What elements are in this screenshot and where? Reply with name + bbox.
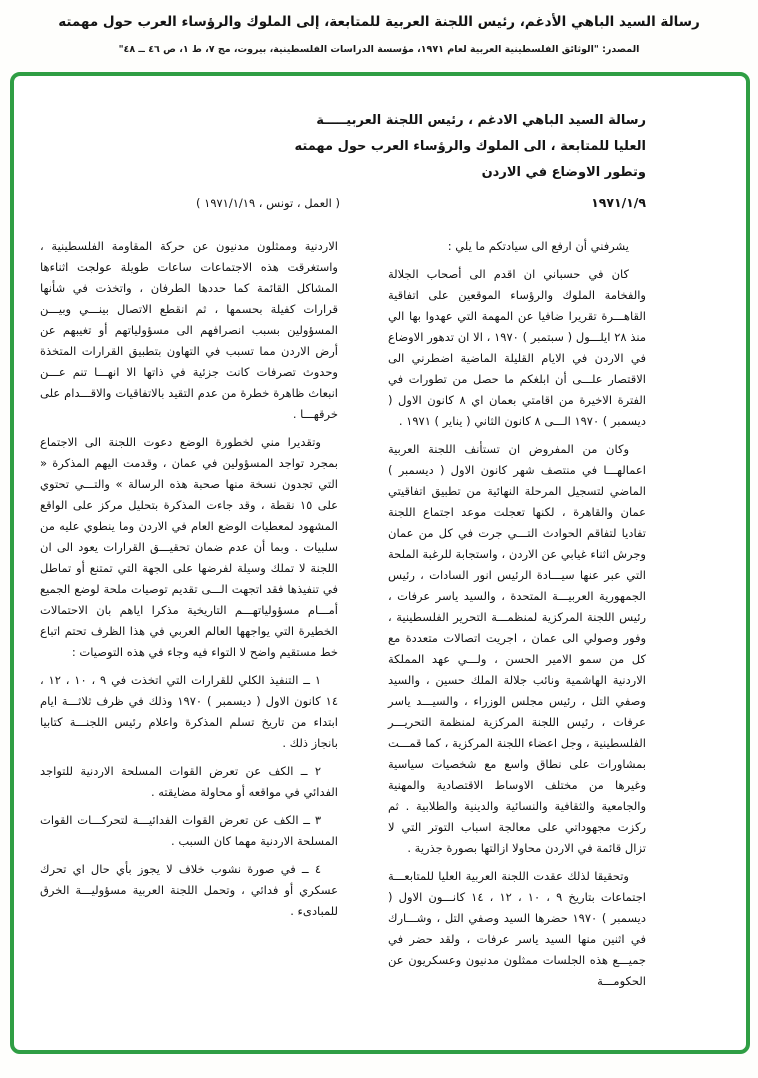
paragraph: يشرفني أن ارفع الى سيادتكم ما يلي : (447, 239, 629, 253)
paragraph: ٤ ــ في صورة نشوب خلاف لا يجوز بأي حال اي تحرك عسكري أو فدائي ، وتحمل اللجنة العربية مسؤوليـــة الخرق للمبادىء . (40, 862, 338, 918)
paragraph: ٣ ــ الكف عن تعرض القوات الفدائيـــة لتحركـــات القوات المسلحة الاردنية مهما كان السبب . (40, 813, 338, 848)
heading-line-3: وتطور الاوضاع في الاردن (481, 165, 646, 180)
paragraph: الاردنية وممثلون مدنيون عن حركة المقاومة الفلسطينية ، واستغرقت هذه الاجتماعات ساعات طويلة عولجت اثناءها المشاكل القائمة كما حددها الطرفان ، واتخذت في شأنها قرارات كفيلة بحسمها ، ثم انقطع الاتصال بينـــي وبيـــن المسؤولين بسبب انصرافهم الى مسؤولياتهم أو تغيبهم عن أرض الاردن مما تسبب في التهاون بتطبيق القرارات المتخذة وحدوث تصرفات كانت جزئية في ذاتها الا انهـــا تنم عـــن انبعاث ظاهرة خطرة من عدم التقيد بالاتفاقيات والاقـــدام على خرقهـــا . (40, 239, 338, 421)
publication-reference: ( العمل ، تونس ، ١٩٧١/١/١٩ ) (196, 196, 340, 210)
paragraph: وتقديرا مني لخطورة الوضع دعوت اللجنة الى الاجتماع بمجرد تواجد المسؤولين في عمان ، وقدمت اليهم المذكرة « التي تجدون نسخة منها صحبة هذه الرسالة » والتـــي تحتوي على ١٥ نقطة ، وقد جاءت المذكرة بتحليل مركز على الواقع المشهود لمعطيات الوضع العام في الاردن وما ينطوي عليه من سلبيات . وبما أن عدم ضمان تحقيـــق القرارات يعود الى ان اللجنة لا تملك وسيلة لفرضها على الجهة التي تمتنع أو تماطل في تنفيذها فقد اتجهت الـــى تقديم توصيات ملحة لوضع الجميع أمـــام مسؤولياتهـــم التاريخية مذكرا اياهم بان الاحتمالات الخطيرة التي يواجهها العالم العربي في هذا الظرف تحتم اتباع خط مستقيم واضح لا التواء فيه وجاء في هذه التوصيات : (40, 435, 338, 659)
column-left (40, 236, 338, 999)
document-scan (14, 76, 746, 999)
paragraph: وكان من المفروض ان تستأنف اللجنة العربية اعمالهـــا في منتصف شهر كانون الاول ( ديسمبر ) الماضي لتسجيل المرحلة النهائية من تطبيق اتفاقيتي عمان والقاهرة ، لكنها تعجلت موعد اجتماع اللجنة تفاديا لتفاقم الحوادث التـــي جرت في كل من عمان وجرش اثناء غيابي عن الاردن ، واستجابة للرغبة الملحة التي عبر عنها سيـــادة الرئيس انور السادات ، رئيس الجمهورية العربيـــة المتحدة ، والسيد ياسر عرفات ، رئيس اللجنة المركزية لمنظمـــة التحرير الفلسطينية ، وفور وصولي الى عمان ، اجريت اتصالات متعددة مع كل من سمو الامير الحسن ، ولـــي عهد المملكة الاردنية الهاشمية ونائب جلالة الملك حسين ، والسيد وصفي التل ، رئيس مجلس الوزراء ، والسيـــد ياسر عرفات ، رئيس اللجنة المركزية لمنظمة التحريـــر الفلسطينية ، وجل اعضاء اللجنة المركزية ، كما قمـــت بمشاورات على نطاق واسع مع شخصيات سياسية وغيرها من مختلف الاوساط الاقتصادية والمهنية والجامعية والثقافية والنسائية والدينية والطلابية . ثم ركزت مجهوداتي على معالجة اسباب التوتر التي لا تزال قائمة في الاردن محاولا ازالتها بصورة جذرية . (388, 442, 646, 855)
heading-line-2: العليا للمتابعة ، الى الملوك والرؤساء العرب حول مهمته (294, 139, 646, 154)
paragraph: ١ ــ التنفيذ الكلي للقرارات التي اتخذت في ٩ ، ١٠ ، ١٢ ، ١٤ كانون الاول ( ديسمبر ) ١٩٧٠ وذلك في ظرف ثلاثـــة ايام ابتداء من تاريخ تسلم المذكرة واعلام رئيس اللجنـــة كتابيا بانجاز ذلك . (40, 673, 338, 750)
document-heading (36, 108, 646, 186)
text-columns (36, 236, 646, 999)
paragraph: ٢ ــ الكف عن تعرض القوات المسلحة الاردنية للتواجد الفدائي في مواقعه أو محاولة مضايقته . (40, 764, 338, 799)
page-title: رسالة السيد الباهي الأدغم، رئيس اللجنة العربية للمتابعة، إلى الملوك والرؤساء العرب حول مهمته (58, 14, 700, 30)
column-right (388, 236, 646, 999)
heading-line-1: رسالة السيد الباهي الادغم ، رئيس اللجنة العربيـــــة (316, 113, 646, 128)
date-row (36, 195, 646, 210)
source-line: المصدر: "الوثائق الفلسطينية العربية لعام ١٩٧١، مؤسسة الدراسات الفلسطينية، بيروت، مج ٧، ط ١، ص ٤٦ ــ ٤٨" (118, 44, 640, 55)
page-header (0, 0, 758, 55)
paragraph: كان في حسباني ان اقدم الى أصحاب الجلالة والفخامة الملوك والرؤساء الموقعين على اتفاقية القاهـــرة تقريرا ضافيا عن المهمة التي عهدوا بها الي منذ ٢٨ ايلـــول ( سبتمبر ) ١٩٧٠ ، الا ان تدهور الاوضاع في الاردن في الايام القليلة الماضية اضطرني الى الاقتصار علـــى أن ابلغكم ما حصل من تطورات في الفترة الاخيرة من اقامتي بعمان اي ٨ كانون الاول ( ديسمبر ) ١٩٧٠ الـــى ٨ كانون الثاني ( يناير ) ١٩٧١ . (388, 267, 646, 428)
paragraph: وتحقيقا لذلك عقدت اللجنة العربية العليا للمتابعـــة اجتماعات بتاريخ ٩ ، ١٠ ، ١٢ ، ١٤ كانـــون الاول ( ديسمبر ) ١٩٧٠ حضرها السيد وصفي التل ، وشـــارك في اثنين منها السيد ياسر عرفات ، ولقد حضر في جميـــع هذه الجلسات ممثلون مدنيون وعسكريون عن الحكومـــة (388, 869, 647, 988)
document-date: ١٩٧١/١/٩ (591, 195, 646, 210)
document-frame (10, 72, 750, 1054)
